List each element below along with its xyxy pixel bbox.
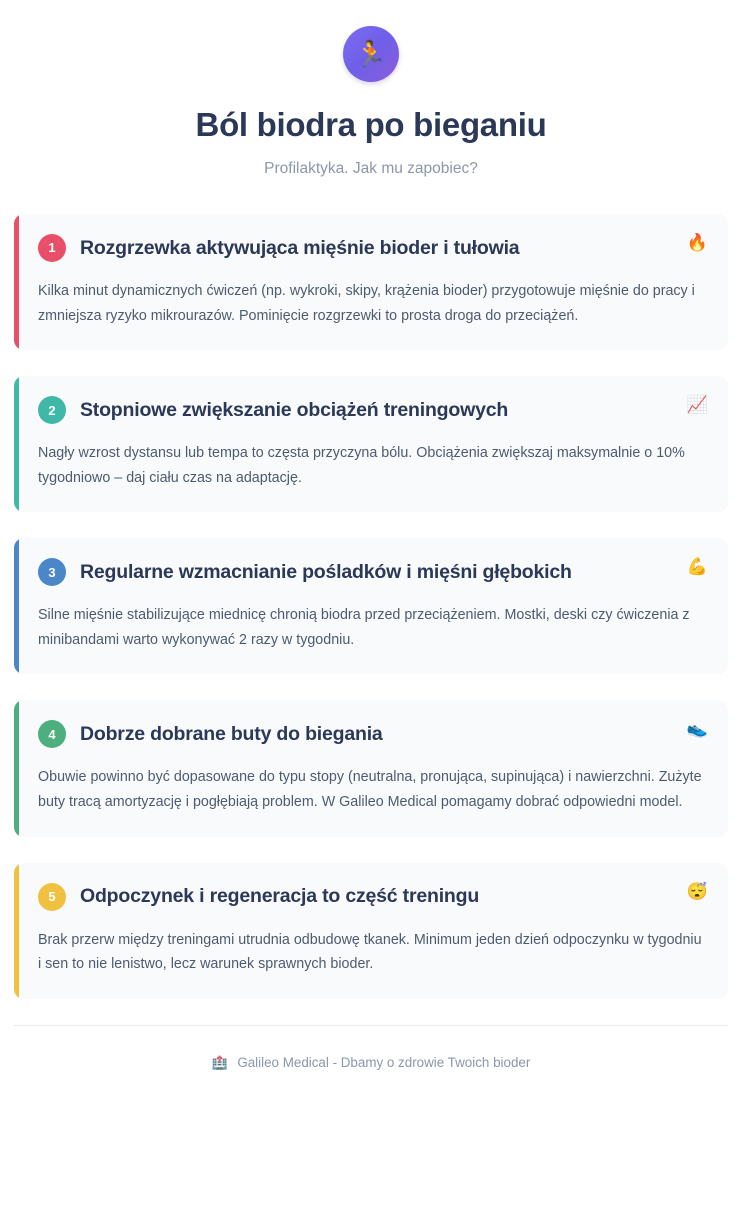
- card-title: Rozgrzewka aktywująca mięśnie bioder i tułowia: [80, 236, 520, 259]
- tips-list: [14, 214, 728, 999]
- page-header: [14, 20, 728, 178]
- list-item: [14, 700, 728, 836]
- card-body: Brak przerw między treningami utrudnia odbudowę tkanek. Minimum jeden dzień odpoczynku w tygodniu i sen to nie lenistwo, lecz warunek sprawnych bioder.: [38, 931, 702, 973]
- step-badge: 5: [38, 883, 66, 911]
- logo-glyph: 🏃: [354, 39, 388, 69]
- card-title: Stopniowe zwiększanie obciążeń treningowych: [80, 398, 509, 421]
- flame-icon: 🔥: [686, 232, 708, 252]
- step-badge: 3: [38, 558, 66, 586]
- chart-increasing-icon: 📈: [686, 395, 708, 415]
- step-badge: 2: [38, 396, 66, 424]
- footer-text: Galileo Medical - Dbamy o zdrowie Twoich bioder: [237, 1054, 531, 1070]
- card-body: Obuwie powinno być dopasowane do typu stopy (neutralna, pronująca, supinująca) i nawierzchni. Zużyte buty tracą amortyzację i pogłębiają problem. W Galileo Medical pomagamy dobrać odpowiedni model.: [38, 769, 702, 810]
- step-badge: 4: [38, 720, 66, 748]
- flexed-biceps-icon: 💪: [686, 557, 708, 577]
- card-header: [38, 883, 702, 911]
- card-body: Nagły wzrost dystansu lub tempa to częsta przyczyna bólu. Obciążenia zwiększaj maksymalnie o 10% tygodniowo – daj ciału czas na adaptację.: [38, 445, 685, 486]
- hospital-icon: 🏥: [211, 1054, 228, 1070]
- page-footer: [14, 1025, 728, 1096]
- card-body: Kilka minut dynamicznych ćwiczeń (np. wykroki, skipy, krążenia bioder) przygotowuje mięśnie do pracy i zmniejsza ryzyko mikrourazów. Pominięcie rozgrzewki to prosta droga do przeciążeń.: [38, 282, 695, 324]
- list-item: [14, 376, 728, 512]
- step-badge: 1: [38, 234, 66, 262]
- page-subtitle: Profilaktyka. Jak mu zapobiec?: [264, 159, 478, 177]
- list-item: [14, 863, 728, 999]
- card-header: [38, 234, 702, 262]
- list-item: [14, 214, 728, 350]
- card-header: [38, 558, 702, 586]
- sleeping-face-icon: 😴: [686, 881, 708, 901]
- card-header: [38, 720, 702, 748]
- running-shoe-icon: 👟: [686, 719, 708, 739]
- running-person-icon: [343, 26, 399, 82]
- card-header: [38, 396, 702, 424]
- card-title: Dobrze dobrane buty do biegania: [80, 723, 383, 746]
- list-item: [14, 538, 728, 674]
- card-body: Silne mięśnie stabilizujące miednicę chronią biodra przed przeciążeniem. Mostki, deski czy ćwiczenia z minibandami warto wykonywać 2 razy w tygodniu.: [38, 607, 690, 648]
- card-title: Odpoczynek i regeneracja to część treningu: [80, 885, 480, 908]
- card-title: Regularne wzmacnianie pośladków i mięśni głębokich: [80, 561, 572, 584]
- page-title: Ból biodra po bieganiu: [195, 106, 547, 143]
